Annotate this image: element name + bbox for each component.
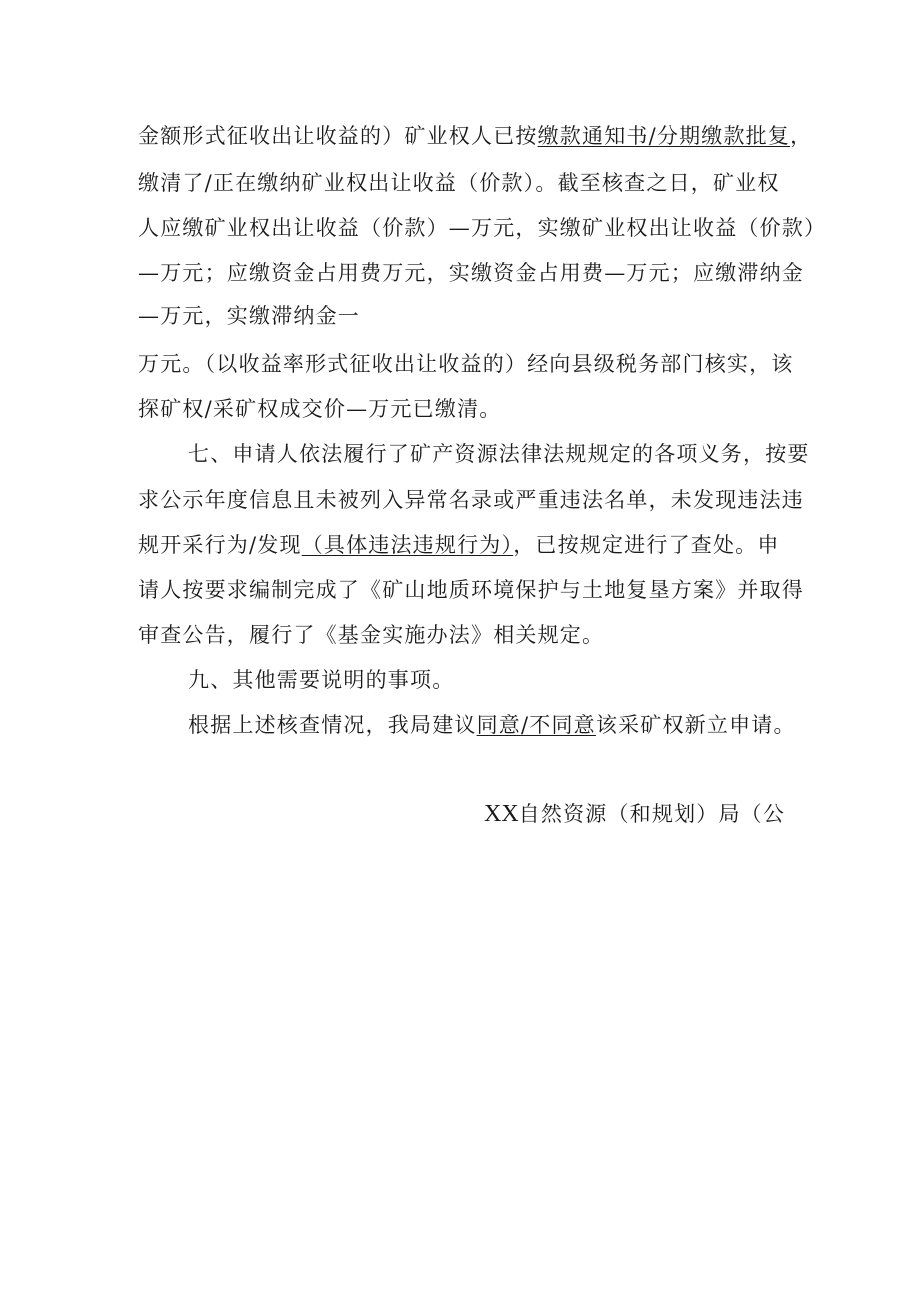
fee-line-4: —万元；应缴资金占用费万元，实缴资金占用费—万元；应缴滞纳金 [138, 261, 804, 285]
payment-notice-underlined: 缴款通知书/分期缴款批复 [537, 124, 791, 148]
agree-disagree-underlined: 同意/不同意 [476, 713, 596, 737]
fee-line-7: 探矿权/采矿权成交价—万元已缴清。 [138, 397, 502, 421]
fee-line-1-tail: ， [790, 124, 813, 148]
conclusion-tail: 该采矿权新立申请。 [595, 713, 796, 737]
section-seven-line-5: 审查公告，履行了《基金实施办法》相关规定。 [138, 623, 605, 647]
fee-line-1-text: 金额形式征收出让收益的）矿业权人已按 [138, 124, 538, 148]
section-seven-line-3-text: 规开采行为/发现 [138, 533, 302, 557]
conclusion-text: 根据上述核查情况，我局建议 [188, 713, 477, 737]
fee-line-1 [138, 122, 812, 150]
fee-line-2: 缴清了/正在缴纳矿业权出让收益（价款）。截至核查之日，矿业权 [138, 171, 780, 195]
section-seven-line-4: 请人按要求编制完成了《矿山地质环境保护与土地复垦方案》并取得 [138, 578, 804, 602]
fee-line-3: 人应缴矿业权出让收益（价款）—万元，实缴矿业权出让收益（价款） [138, 216, 827, 240]
section-seven-line-3 [138, 531, 780, 559]
section-seven-line-2: 求公示年度信息且未被列入异常名录或严重违法名单，未发现违法违 [138, 488, 804, 512]
signature-line [484, 800, 785, 828]
fee-line-6: 万元。（以收益率形式征收出让收益的）经向县级税务部门核实，该 [138, 352, 794, 376]
section-seven-line-1: 七、申请人依法履行了矿产资源法律法规规定的各项义务，按要 [188, 442, 810, 466]
section-seven-line-3-tail: ，已按规定进行了查处。申 [513, 533, 780, 557]
signature-text: 自然资源（和规划）局（公 [518, 802, 786, 826]
conclusion-line [188, 711, 796, 739]
signature-xx: XX [484, 801, 519, 827]
section-nine-line-1: 九、其他需要说明的事项。 [188, 668, 455, 692]
fee-line-5: —万元，实缴滞纳金一 [138, 304, 360, 328]
violation-underlined: （具体违法违规行为） [301, 533, 514, 557]
